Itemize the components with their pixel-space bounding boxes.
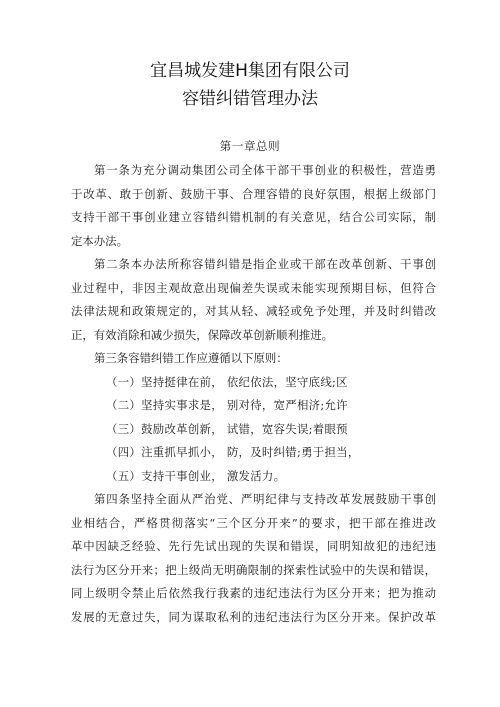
text-line: 定本办法。 xyxy=(71,233,128,248)
text-line: 革中因缺乏经验、先行先试出现的失误和错误，同明知故犯的违纪违 xyxy=(71,539,436,553)
text-line: 第一条为充分调动集团公司全体干部干事创业的积极性，营造勇 xyxy=(94,163,436,177)
principle-item: （五）支持干事创业， 激发活力。 xyxy=(106,468,286,483)
text-line: 于改革、敢于创新、鼓励干事、合理容错的良好氛围，根据上级部门 xyxy=(71,186,436,201)
text-line: 业过程中，非因主观故意出现偏差失误或未能实现预期目标，但符合 xyxy=(71,280,436,295)
text-line: 法行为区分开来；把上级尚无明确限制的探索性试验中的失误和错误， xyxy=(71,562,436,577)
article-3-paragraph xyxy=(71,347,436,371)
article-2-paragraph xyxy=(71,253,436,347)
principle-item: （二）坚持实事求是， 别对待，宽严相济;允许 xyxy=(106,398,348,412)
article-1-paragraph xyxy=(71,159,436,253)
text-line: 法律法规和政策规定的，对其从轻、减轻或免予处理，并及时纠错改 xyxy=(71,304,436,318)
text-line: 支持干部干事创业建立容错纠错机制的有关意见，结合公司实际，制 xyxy=(71,210,436,224)
principle-item: （一）坚持挺律在前， 依纪依法，坚守底线;区 xyxy=(106,374,348,389)
text-line: 第四条坚持全面从严治党、严明纪律与支持改革发展鼓励干事创 xyxy=(94,492,436,506)
text-line: 同上级明令禁止后依然我行我素的违纪违法行为区分开来；把为推动 xyxy=(71,586,436,600)
text-line: 第三条容错纠错工作应遵循以下原则： xyxy=(94,351,288,365)
chapter-heading: 第一章总则 xyxy=(219,139,281,153)
document-title-company: 宜昌城发建H集团有限公司 xyxy=(150,61,350,81)
principle-item: （四）注重抓早抓小， 防，及时纠错;勇于担当， xyxy=(106,445,360,459)
text-line: 业相结合，严格贯彻落实“三个区分开来”的要求，把干部在推进改 xyxy=(71,515,436,530)
document-title-regulation: 容错纠错管理办法 xyxy=(182,89,318,109)
text-line: 正，有效消除和减少损失，保障改革创新顺利推进。 xyxy=(71,327,333,342)
principles-list xyxy=(71,371,436,489)
text-line: 第二条本办法所称容错纠错是指企业或干部在改革创新、干事创 xyxy=(94,257,436,271)
text-line: 发展的无意过失，同为谋取私利的违纪违法行为区分开来。保护改革 xyxy=(71,609,436,624)
article-4-paragraph xyxy=(71,488,436,629)
principle-item: （三）鼓励改革创新， 试错，宽容失误;着眼预 xyxy=(106,421,348,436)
document-body xyxy=(71,159,436,629)
